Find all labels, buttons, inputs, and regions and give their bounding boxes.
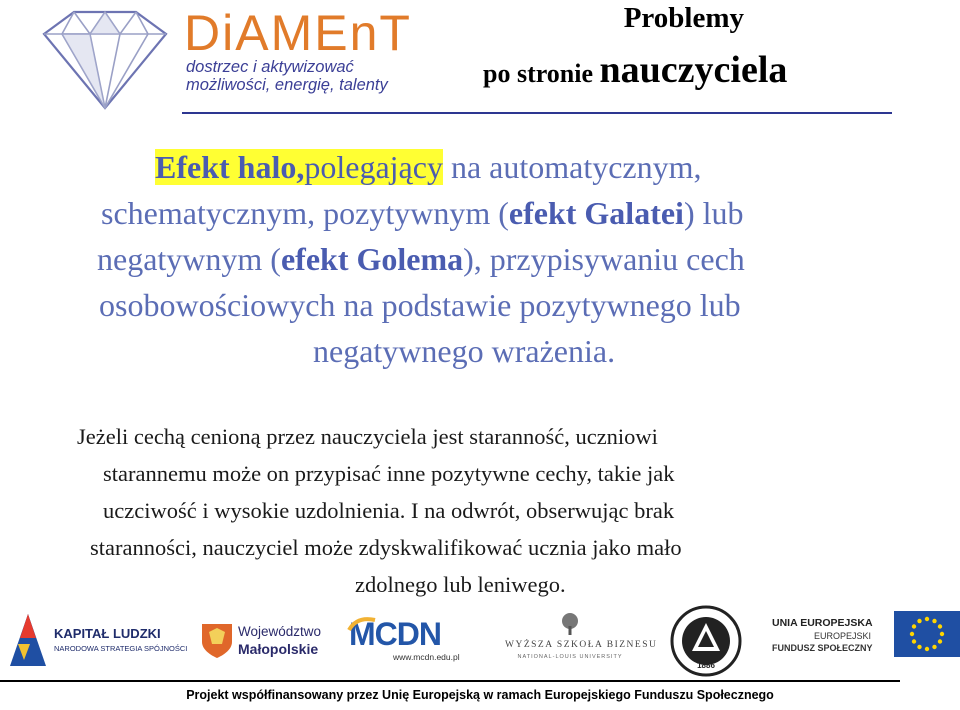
eu-star-icon bbox=[940, 632, 944, 636]
wsb-sub: NATIONAL-LOUIS UNIVERSITY bbox=[517, 654, 623, 660]
mcdn-logo bbox=[345, 612, 463, 666]
eu-star-icon bbox=[910, 632, 914, 636]
mcdn-url: www.mcdn.edu.pl bbox=[393, 652, 460, 662]
ue-line1: UNIA EUROPEJSKA bbox=[772, 617, 873, 629]
para1-line3-a: negatywnym ( bbox=[97, 241, 281, 277]
malopolskie-line1: Województwo bbox=[238, 624, 322, 639]
mcdn-name: MCDN bbox=[349, 616, 441, 652]
eu-star-icon bbox=[938, 639, 942, 643]
para2-line2: starannemu może on przypisać inne pozytywne cechy, takie jak bbox=[103, 461, 675, 486]
footer-funding-note: Projekt współfinansowany przez Unię Europejską w ramach Europejskiego Funduszu Społecznego bbox=[186, 688, 774, 702]
highlight-polegajacy: polegający bbox=[304, 149, 443, 185]
eu-star-icon bbox=[932, 619, 936, 623]
malopolskie-logo bbox=[200, 616, 330, 664]
malopolska-crest-icon bbox=[200, 622, 234, 660]
para1-line3 bbox=[97, 236, 745, 282]
para1-line2-a: schematycznym, pozytywnym ( bbox=[101, 195, 509, 231]
slide-title-small: po stronie bbox=[483, 59, 594, 88]
tagline-1: dostrzec i aktywizować bbox=[186, 58, 354, 76]
tagline-2: możliwości, energię, talenty bbox=[186, 76, 388, 94]
para2-line1: Jeżeli cechą cenioną przez nauczyciela jest staranność, uczniowi bbox=[77, 424, 658, 449]
eu-flag-icon bbox=[894, 611, 960, 657]
eu-star-icon bbox=[912, 624, 916, 628]
eu-star-icon bbox=[925, 647, 929, 651]
wsb-name: WYŻSZA SZKOŁA BIZNESU bbox=[505, 640, 658, 650]
eu-star-icon bbox=[932, 645, 936, 649]
para2-line5: zdolnego lub leniwego. bbox=[355, 572, 566, 597]
eu-star-icon bbox=[912, 639, 916, 643]
kapital-ludzki-sub: NARODOWA STRATEGIA SPÓJNOŚCI bbox=[54, 644, 188, 653]
brand-name: DiAMEnT bbox=[184, 5, 412, 61]
eu-star-icon bbox=[917, 645, 921, 649]
header-divider bbox=[182, 112, 892, 114]
eu-star-icon bbox=[938, 624, 942, 628]
nlu-year: 1886 bbox=[697, 661, 715, 670]
kapital-ludzki-icon bbox=[6, 610, 50, 670]
para2-line3: uczciwość i wysokie uzdolnienia. I na odwrót, obserwując brak bbox=[103, 498, 675, 523]
highlight-sep: , bbox=[296, 149, 305, 185]
malopolskie-line2: Małopolskie bbox=[238, 641, 319, 657]
slide-title-big: nauczyciela bbox=[599, 49, 788, 91]
ue-line3: FUNDUSZ SPOŁECZNY bbox=[772, 643, 873, 653]
para1-line3-c: ), przypisywaniu cech bbox=[463, 241, 745, 277]
para1-line5: negatywnego wrażenia. bbox=[313, 333, 616, 369]
term-efekt-galatei: efekt Galatei bbox=[508, 195, 684, 231]
eu-star-icon bbox=[917, 619, 921, 623]
eu-fund-logo bbox=[770, 603, 960, 671]
para1-line4: osobowościowych na podstawie pozytywnego lub bbox=[99, 287, 741, 323]
para1-line2-c: ) lub bbox=[683, 195, 744, 231]
diament-logo-icon bbox=[40, 8, 170, 112]
ue-line2: EUROPEJSKI bbox=[814, 631, 872, 641]
nlu-seal-logo bbox=[670, 605, 742, 677]
para1-line2 bbox=[101, 190, 743, 236]
eu-star-icon bbox=[925, 617, 929, 621]
wsb-tree-icon bbox=[555, 612, 585, 636]
para2-line4: staranności, nauczyciel może zdyskwalifikować ucznia jako mało bbox=[90, 535, 682, 560]
slide-title-line1: Problemy bbox=[623, 2, 744, 34]
wsb-logo bbox=[505, 612, 658, 668]
para1-line1 bbox=[155, 144, 702, 190]
footer-divider bbox=[0, 680, 900, 682]
term-efekt-golema: efekt Golema bbox=[280, 241, 464, 277]
mcdn-swoosh-icon bbox=[347, 614, 377, 634]
kapital-ludzki-title: KAPITAŁ LUDZKI bbox=[54, 626, 161, 641]
highlight-efekt-halo: Efekt halo bbox=[155, 149, 297, 185]
kapital-ludzki-logo bbox=[6, 610, 186, 670]
para1-line1-rest: na automatycznym, bbox=[442, 149, 702, 185]
slide-title-line2 bbox=[483, 48, 787, 92]
